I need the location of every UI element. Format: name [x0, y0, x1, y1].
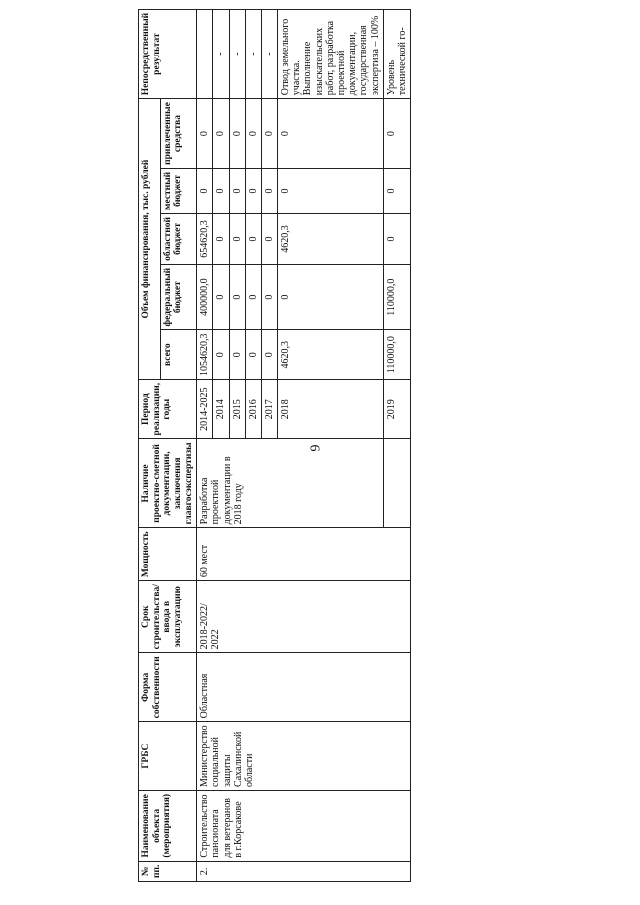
- header-term: Срок строительства/ ввода в эксплуатацию: [139, 581, 197, 653]
- year-federal: 0: [245, 264, 261, 330]
- year-period: 2017: [261, 379, 277, 439]
- header-federal: федеральный бюджет: [160, 264, 196, 330]
- year-federal: 0: [261, 264, 277, 330]
- rotated-table-container: [138, 12, 640, 882]
- empty-psd-cell: [383, 439, 410, 528]
- year-result: -: [229, 9, 245, 98]
- year-result: -: [245, 9, 261, 98]
- year-federal: 0: [213, 264, 229, 330]
- year-extra: 0: [383, 99, 410, 169]
- year-extra: 0: [261, 99, 277, 169]
- row-name: Строительство пансионата для ветеранов в г.Корсакове: [197, 790, 411, 861]
- year-period: 2014-2025: [197, 379, 213, 439]
- year-regional: 0: [383, 213, 410, 264]
- year-local: 0: [229, 168, 245, 213]
- year-regional: 0: [229, 213, 245, 264]
- year-period: 2015: [229, 379, 245, 439]
- year-total: 0: [229, 330, 245, 380]
- object-table: [138, 9, 411, 882]
- year-total: 0: [213, 330, 229, 380]
- year-extra: 0: [245, 99, 261, 169]
- header-extra: привлеченные средства: [160, 99, 196, 169]
- year-local: 0: [197, 168, 213, 213]
- header-period: Период реализации, годы: [139, 379, 197, 439]
- row-num: 2.: [197, 861, 411, 881]
- row-psd: Разработка проектной документации в 2018 году: [197, 439, 384, 528]
- year-local: 0: [278, 168, 384, 213]
- year-extra: 0: [213, 99, 229, 169]
- year-federal: 400000,0: [197, 264, 213, 330]
- year-result: Отвод земельного участка. Выполнение изыскательских работ, разработка проектной документации, государственная экспертиза – 100%: [278, 9, 384, 98]
- year-total: 4620,3: [278, 330, 384, 380]
- header-name: Наименование объекта (мероприятия): [139, 790, 197, 861]
- year-extra: 0: [229, 99, 245, 169]
- year-result: [197, 9, 213, 98]
- header-regional: областной бюджет: [160, 213, 196, 264]
- header-form: Форма собственности: [139, 653, 197, 722]
- page-number: 6: [306, 444, 322, 452]
- header-num: № пп.: [139, 861, 197, 881]
- year-local: 0: [383, 168, 410, 213]
- year-extra: 0: [197, 99, 213, 169]
- header-psd: Наличие проектно-сметной документации, заключения главгосэкспертизы: [139, 439, 197, 528]
- header-finance: Объем финансирования, тыс. рублей: [139, 99, 161, 380]
- year-total: 0: [245, 330, 261, 380]
- year-regional: 4620,3: [278, 213, 384, 264]
- year-regional: 0: [213, 213, 229, 264]
- header-power: Мощность: [139, 528, 197, 581]
- year-result: Уровень технической го-: [383, 9, 410, 98]
- header-grbs: ГРБС: [139, 722, 197, 791]
- year-result: -: [213, 9, 229, 98]
- row-power: 60 мест: [197, 528, 411, 581]
- year-local: 0: [245, 168, 261, 213]
- table-row: [197, 9, 213, 881]
- year-federal: 110000,0: [383, 264, 410, 330]
- year-total: 1054620,3: [197, 330, 213, 380]
- row-grbs: Министерство социальной защиты Сахалинской области: [197, 722, 411, 791]
- row-form: Областная: [197, 653, 411, 722]
- year-regional: 654620,3: [197, 213, 213, 264]
- header-local: местный бюджет: [160, 168, 196, 213]
- year-total: 110000,0: [383, 330, 410, 380]
- row-term: 2018-2022/ 2022: [197, 581, 411, 653]
- header-result: Непосредственный результат: [139, 9, 197, 98]
- year-local: 0: [213, 168, 229, 213]
- year-federal: 0: [229, 264, 245, 330]
- year-regional: 0: [245, 213, 261, 264]
- year-period: 2016: [245, 379, 261, 439]
- year-federal: 0: [278, 264, 384, 330]
- year-regional: 0: [261, 213, 277, 264]
- year-period: 2014: [213, 379, 229, 439]
- year-total: 0: [261, 330, 277, 380]
- year-period: 2018: [278, 379, 384, 439]
- year-local: 0: [261, 168, 277, 213]
- header-total: всего: [160, 330, 196, 380]
- year-extra: 0: [278, 99, 384, 169]
- year-period: 2019: [383, 379, 410, 439]
- year-result: -: [261, 9, 277, 98]
